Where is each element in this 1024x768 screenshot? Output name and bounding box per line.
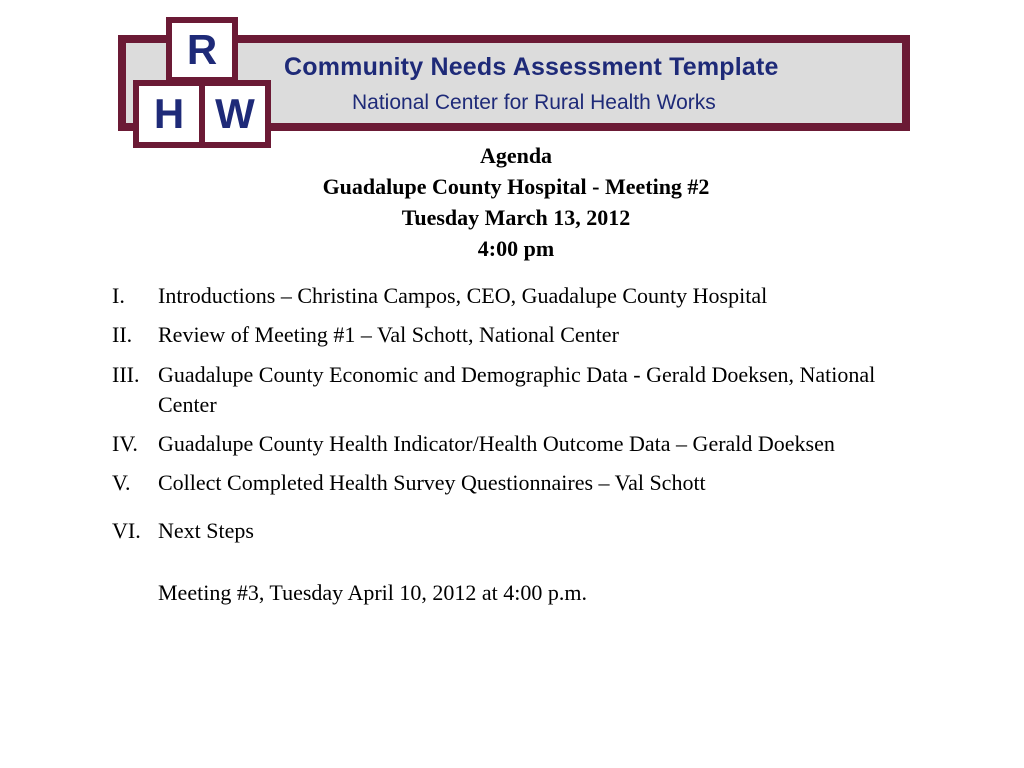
agenda-item-text: Guadalupe County Health Indicator/Health Outcome Data – Gerald Doeksen (158, 431, 835, 456)
banner-subtitle: National Center for Rural Health Works (352, 91, 716, 114)
agenda-item-number: IV. (112, 431, 138, 456)
agenda-item-text: Review of Meeting #1 – Val Schott, National Center (158, 322, 619, 347)
logo-letter-r: R (166, 17, 238, 83)
next-meeting-text: Meeting #3, Tuesday April 10, 2012 at 4:00 p.m. (158, 580, 587, 605)
agenda-item-text: Next Steps (158, 518, 254, 543)
meeting-name: Guadalupe County Hospital - Meeting #2 (322, 174, 710, 199)
logo-letter-h: H (133, 80, 205, 148)
meeting-date: Tuesday March 13, 2012 (401, 205, 631, 230)
agenda-item-text: Guadalupe County Economic and Demographic Data - Gerald Doeksen, National Center (158, 362, 876, 417)
agenda-item-text: Collect Completed Health Survey Questionnaires – Val Schott (158, 470, 706, 495)
agenda-header (0, 140, 1024, 264)
agenda-item-text: Introductions – Christina Campos, CEO, Guadalupe County Hospital (158, 283, 768, 308)
logo-letter-w: W (199, 80, 271, 148)
agenda-item-number: II. (112, 322, 133, 347)
agenda-item-number: VI. (112, 518, 141, 543)
agenda-item-number: III. (112, 362, 140, 387)
banner-title: Community Needs Assessment Template (284, 53, 779, 81)
meeting-time: 4:00 pm (477, 236, 555, 261)
agenda-item-number: I. (112, 283, 125, 308)
agenda-title: Agenda (479, 143, 553, 168)
agenda-item-number: V. (112, 470, 131, 495)
